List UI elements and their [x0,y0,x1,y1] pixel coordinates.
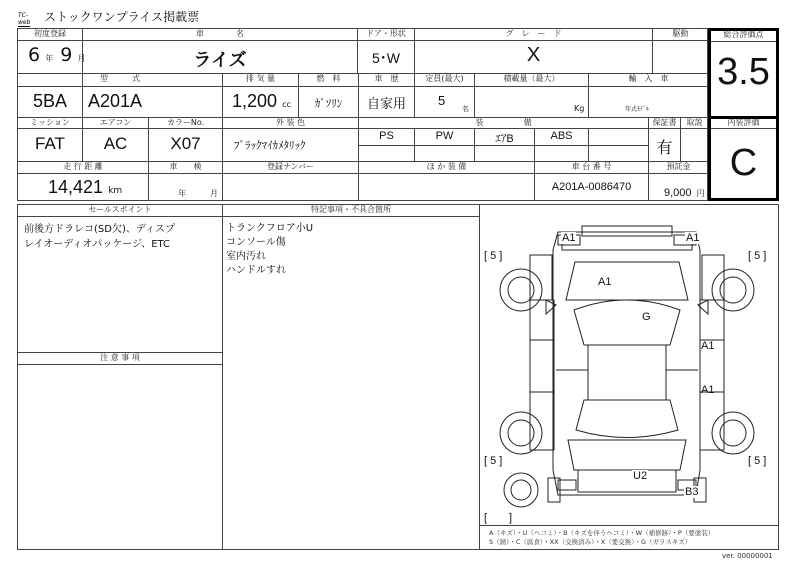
load-unit: Kg [574,104,585,113]
chassis-no-label: 車 台 番 号 [571,162,612,171]
reg-month: 9 [60,44,73,66]
mission-label: ミッション [30,118,70,127]
damage-mark-right-rear-door: A1 [701,384,715,396]
version-label: ver. 00000001 [722,552,773,560]
drive-label: 駆動 [672,29,689,38]
inspection-label: 車 検 [169,162,202,171]
displacement-number: 1,200 [232,91,278,111]
equipment-pw: PW [435,130,454,142]
tire-label-rear-right: [ 5 ] [748,455,767,467]
note-line: トランクフロア小U [226,223,314,234]
interior-score-value: C [729,142,758,184]
mission-value: FAT [35,134,65,153]
aircon-value: AC [103,134,128,153]
door-value: 5･W [372,50,400,66]
grade-label: グ レ ー ド [505,29,562,38]
load-label: 積載量（最大） [503,74,560,83]
capacity-unit: 名 [462,105,469,113]
model-prefix-value: 5BA [32,91,68,111]
aircon-label: エアコン [99,118,132,127]
damage-mark-hood: A1 [598,276,612,288]
inspection-month-unit: 月 [210,189,218,198]
manual-label: 取説 [686,118,703,127]
exterior-color-label: 外 装 色 [275,118,306,127]
sales-point-line: レイオーディオパッケージ、ETC [24,239,171,250]
other-equipment-label: ほ か 装 備 [426,162,467,171]
door-shape-label: ドア・形状 [366,29,406,38]
damage-mark-front-bumper-left: A1 [562,232,576,244]
interior-score-label: 内装評価 [727,118,760,127]
deposit-number: 9,000 [664,187,692,199]
reg-month-unit: 月 [77,54,86,63]
inspection-year-unit: 年 [178,189,186,198]
car-name-value: ライズ [193,50,247,71]
deposit-unit: 円 [696,189,705,198]
mileage-number: 14,421 [48,177,104,197]
damage-mark-rear-corner: B3 [685,486,699,498]
notes-header: 特記事項・不具合箇所 [311,205,391,214]
overall-score-value: 3.5 [717,51,770,93]
model-label: 型 式 [100,74,140,83]
form-title: ストックワンプライス掲載票 [44,10,200,24]
history-value: 自家用 [366,97,406,112]
damage-mark-right-front-door: A1 [701,340,715,352]
equipment-abs: ABS [550,130,573,142]
exterior-color-value: ﾌﾞﾗｯｸﾏｲｶﾒﾀﾘｯｸ [234,139,306,152]
legend-line: S（錆）・C（腐食）・XX（交換済み）・X（要交換）・G（ガラスキズ） [489,538,692,546]
color-no-label: カラーNo. [166,118,205,127]
damage-mark-windshield: G [642,311,651,323]
reg-year: 6 [28,44,41,66]
equipment-airbag: ｴｱB [495,133,514,145]
color-no-value: X07 [170,134,201,153]
tire-label-front-right: [ 5 ] [748,250,767,262]
model-code-value: A201A [88,91,143,111]
fuel-value: ｶﾞｿﾘﾝ [314,97,343,110]
mileage-unit: km [108,186,123,196]
damage-mark-front-bumper-right: A1 [686,232,700,244]
tire-label-rear-left: [ 5 ] [484,455,503,467]
car-name-label: 車 名 [196,29,244,38]
legend-line: A（キズ）・U（ヘコミ）・B（キズを伴うヘコミ）・W（補修跡）・P（要塗装） [489,529,715,537]
warranty-label: 保証書 [652,118,677,127]
displacement-unit: cc [282,100,291,109]
displacement-label: 排 気 量 [245,74,276,83]
spare-tire-label: [ ] [484,512,513,524]
note-line: ハンドルすれ [226,265,286,276]
tire-label-front-left: [ 5 ] [484,250,503,262]
history-label: 車 歴 [374,74,399,83]
damage-mark-rear-bumper: U2 [633,470,648,482]
warranty-value: 有 [656,138,673,157]
note-line: コンソール傷 [226,237,286,248]
note-line: 室内汚れ [226,251,266,262]
mileage-label: 走 行 距 離 [63,162,103,171]
damage-legend [489,529,714,547]
sales-point-header: セールスポイント [88,205,152,214]
capacity-label: 定員(最大) [425,74,464,83]
deposit-label: 預託金 [666,162,691,171]
import-note: 年式ﾓﾃﾞﾙ [625,106,650,113]
equipment-ps: PS [379,130,394,142]
sales-point-line: 前後方ドラレコ(SD欠)、ディスプ [24,224,176,235]
first-reg-label: 初度登録 [34,29,66,38]
capacity-value: 5 [438,93,446,108]
caution-header: 注 意 事 項 [100,353,140,362]
overall-score-label: 総合評価点 [723,30,764,39]
reg-year-unit: 年 [45,54,54,63]
equipment-label: 装 備 [475,118,532,127]
logo: TC-web [18,12,31,26]
fuel-label: 燃 料 [316,74,341,83]
grade-value: X [526,44,541,66]
import-label: 輸 入 車 [628,74,669,83]
chassis-no-value: A201A-0086470 [551,181,632,193]
reg-number-label: 登録ナンバー [266,162,315,171]
